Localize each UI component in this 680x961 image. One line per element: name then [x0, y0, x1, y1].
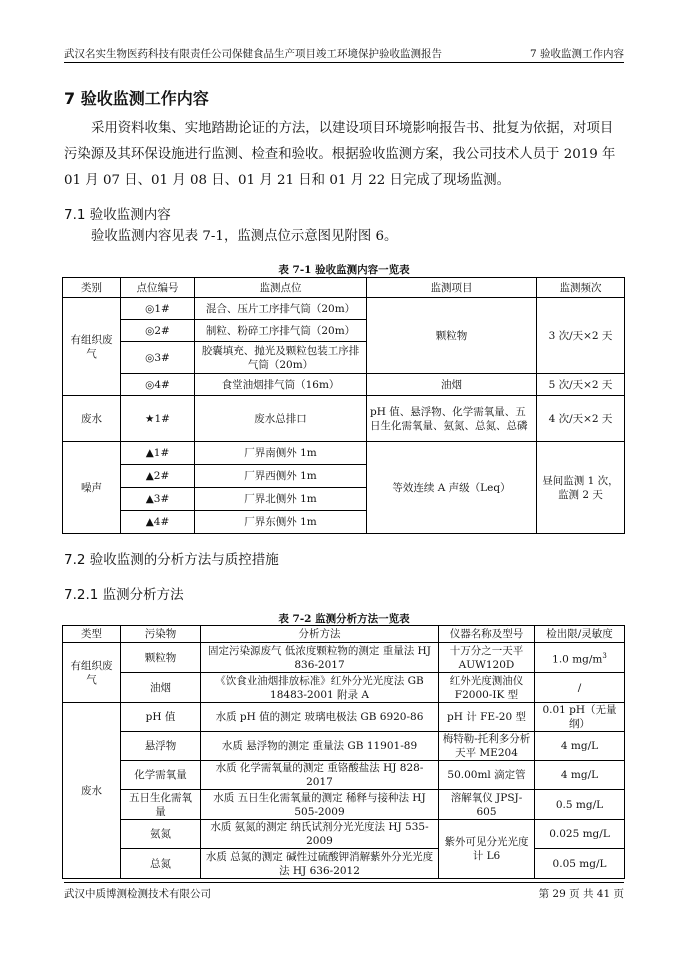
table-header-row	[63, 278, 625, 298]
footer-company: 武汉中质博测检测技术有限公司	[64, 888, 211, 900]
table-row	[63, 643, 625, 673]
subsection-title-7-2-1: 7.2.1 监测分析方法	[64, 587, 184, 603]
point-location: 厂界北侧外 1m	[195, 488, 367, 511]
table-row	[63, 442, 625, 465]
col-header: 点位编号	[121, 278, 195, 298]
limit-cell: 4 mg/L	[535, 732, 625, 761]
header-report-title: 武汉名实生物医药科技有限责任公司保健食品生产项目竣工环境保护验收监测报告	[64, 48, 442, 60]
instrument-cell: 溶解氧仪 JPSJ-605	[439, 790, 535, 820]
point-id: ▲1#	[121, 442, 195, 465]
method-cell: 水质 悬浮物的测定 重量法 GB 11901-89	[201, 732, 439, 761]
col-header: 检出限/灵敏度	[535, 626, 625, 643]
col-header: 类型	[63, 626, 121, 643]
subsection-title-7-2: 7.2 验收监测的分析方法与质控措施	[64, 552, 279, 568]
pollutant-cell: 化学需氧量	[121, 761, 201, 790]
point-location: 制粒、粉碎工序排气筒（20m）	[195, 320, 367, 342]
category-cell: 噪声	[63, 442, 121, 534]
col-header: 监测点位	[195, 278, 367, 298]
col-header: 污染物	[121, 626, 201, 643]
monitor-frequency: 5 次/天×2 天	[537, 374, 625, 396]
limit-cell: 0.01 pH（无量纲）	[535, 703, 625, 732]
table-row	[63, 673, 625, 703]
method-cell: 水质 氨氮的测定 纳氏试剂分光光度法 HJ 535-2009	[201, 820, 439, 849]
subsection-title-7-1: 7.1 验收监测内容	[64, 207, 171, 223]
page-footer	[64, 882, 624, 902]
header-chapter: 7 验收监测工作内容	[529, 48, 624, 60]
category-cell: 废水	[63, 396, 121, 442]
table-row	[63, 703, 625, 732]
col-header: 仪器名称及型号	[439, 626, 535, 643]
method-cell: 水质 化学需氧量的测定 重铬酸盐法 HJ 828-2017	[201, 761, 439, 790]
instrument-cell: 十万分之一天平 AUW120D	[439, 643, 535, 673]
limit-cell: 0.025 mg/L	[535, 820, 625, 849]
subsection-7-1-text: 验收监测内容见表 7-1，监测点位示意图见附图 6。	[91, 229, 398, 244]
col-header: 类别	[63, 278, 121, 298]
point-location: 食堂油烟排气筒（16m）	[195, 374, 367, 396]
analysis-method-table	[62, 625, 625, 879]
table-row	[63, 298, 625, 320]
table-row	[63, 374, 625, 396]
point-id: ▲3#	[121, 488, 195, 511]
method-cell: 水质 总氮的测定 碱性过硫酸钾消解紫外分光光度法 HJ 636-2012	[201, 849, 439, 879]
type-cell: 废水	[63, 703, 121, 879]
instrument-cell: 梅特勒-托利多分析天平 ME204	[439, 732, 535, 761]
point-location: 胶囊填充、抛光及颗粒包装工序排气筒（20m）	[195, 342, 367, 374]
limit-cell: 1.0 $mg/m^3$	[535, 643, 625, 673]
instrument-cell: 50.00ml 滴定管	[439, 761, 535, 790]
pollutant-cell: 油烟	[121, 673, 201, 703]
limit-cell: 0.5 mg/L	[535, 790, 625, 820]
point-location: 混合、压片工序排气筒（20m）	[195, 298, 367, 320]
monitor-item: 颗粒物	[367, 298, 537, 374]
intro-paragraph: 采用资料收集、实地踏勘论证的方法，以建设项目环境影响报告书、批复为依据，对项目污染源及其环保设施进行监测、检查和验收。根据验收监测方案，我公司技术人员于 2019 年 01 月 07 日、01 月 08 日、01 月 21 日和 01 月 22 日完成了现场监测。	[64, 121, 616, 188]
point-id: ◎4#	[121, 374, 195, 396]
table2-caption: 表 7-2 监测分析方法一览表	[278, 613, 410, 625]
table-row	[63, 849, 625, 879]
monitor-item: 油烟	[367, 374, 537, 396]
category-cell: 有组织废气	[63, 298, 121, 396]
table-row	[63, 396, 625, 442]
pollutant-cell: 五日生化需氧量	[121, 790, 201, 820]
point-id: ◎3#	[121, 342, 195, 374]
point-id: ▲2#	[121, 465, 195, 488]
point-id: ▲4#	[121, 511, 195, 534]
pollutant-cell: 颗粒物	[121, 643, 201, 673]
instrument-cell: 红外光度测油仪 F2000-IK 型	[439, 673, 535, 703]
instrument-cell: pH 计 FE-20 型	[439, 703, 535, 732]
instrument-cell: 紫外可见分光光度计 L6	[439, 820, 535, 879]
monitor-frequency: 昼间监测 1 次，监测 2 天	[537, 442, 625, 534]
method-cell: 水质 五日生化需氧量的测定 稀释与接种法 HJ 505-2009	[201, 790, 439, 820]
monitor-frequency: 4 次/天×2 天	[537, 396, 625, 442]
point-location: 厂界西侧外 1m	[195, 465, 367, 488]
col-header: 监测频次	[537, 278, 625, 298]
page-header	[64, 44, 624, 63]
monitor-item: pH 值、悬浮物、化学需氧量、五日生化需氧量、氨氮、总氮、总磷	[367, 396, 537, 442]
footer-page-number: 第 29 页 共 41 页	[538, 888, 624, 900]
table-row	[63, 732, 625, 761]
monitor-frequency: 3 次/天×2 天	[537, 298, 625, 374]
point-location: 废水总排口	[195, 396, 367, 442]
pollutant-cell: pH 值	[121, 703, 201, 732]
pollutant-cell: 氨氮	[121, 820, 201, 849]
method-cell: 水质 pH 值的测定 玻璃电极法 GB 6920-86	[201, 703, 439, 732]
limit-cell: /	[535, 673, 625, 703]
point-id: ★1#	[121, 396, 195, 442]
type-cell: 有组织废气	[63, 643, 121, 703]
section-title: 7 验收监测工作内容	[64, 89, 209, 108]
table1-caption: 表 7-1 验收监测内容一览表	[278, 264, 410, 276]
limit-cell: 0.05 mg/L	[535, 849, 625, 879]
col-header: 监测项目	[367, 278, 537, 298]
point-location: 厂界南侧外 1m	[195, 442, 367, 465]
point-location: 厂界东侧外 1m	[195, 511, 367, 534]
table-row	[63, 790, 625, 820]
table-row	[63, 820, 625, 849]
pollutant-cell: 悬浮物	[121, 732, 201, 761]
point-id: ◎2#	[121, 320, 195, 342]
method-cell: 固定污染源废气 低浓度颗粒物的测定 重量法 HJ 836-2017	[201, 643, 439, 673]
col-header: 分析方法	[201, 626, 439, 643]
pollutant-cell: 总氮	[121, 849, 201, 879]
table-row	[63, 761, 625, 790]
point-id: ◎1#	[121, 298, 195, 320]
limit-cell: 4 mg/L	[535, 761, 625, 790]
monitor-item: 等效连续 A 声级（Leq）	[367, 442, 537, 534]
monitoring-content-table	[62, 277, 625, 534]
method-cell: 《饮食业油烟排放标准》红外分光光度法 GB 18483-2001 附录 A	[201, 673, 439, 703]
table-header-row	[63, 626, 625, 643]
